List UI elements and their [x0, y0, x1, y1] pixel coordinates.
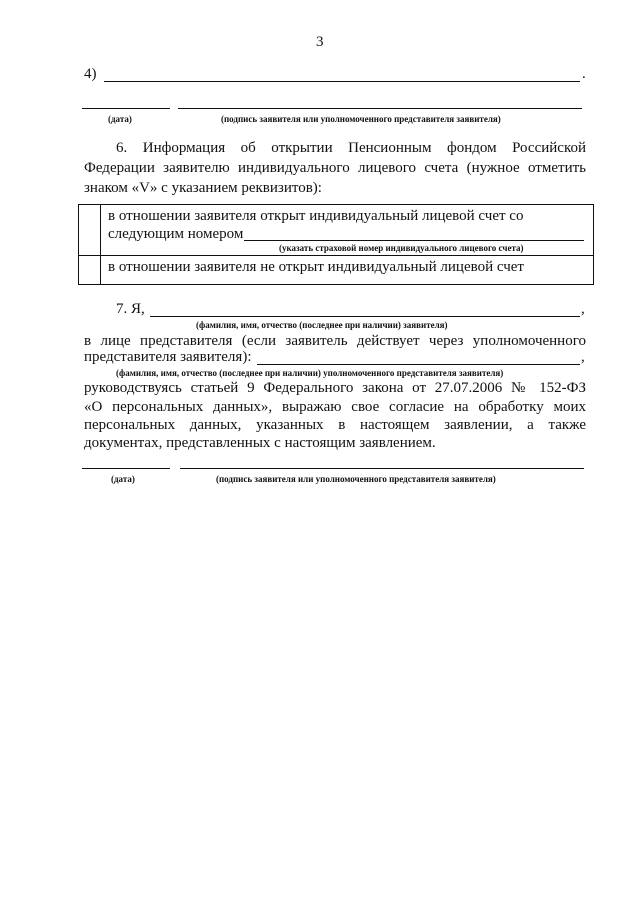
date-caption-1: (дата): [108, 114, 132, 124]
section7-body-line3: персональных данных, указанных в настоящем заявлении, а также: [84, 417, 586, 433]
section7-body-line1: руководствуясь статьей 9 Федерального закона от 27.07.2006 № 152-ФЗ: [84, 380, 586, 396]
item4-label: 4): [84, 66, 97, 82]
representative-fio-input-line[interactable]: [257, 364, 580, 365]
insurance-number-caption: (указать страховой номер индивидуального лицевого счета): [279, 243, 524, 253]
section7-body-line4: документах, представленных с настоящим заявлением.: [84, 435, 436, 451]
option-not-opened-text: в отношении заявителя не открыт индивидуальный лицевой счет: [108, 259, 524, 275]
applicant-fio-input-line[interactable]: [150, 316, 580, 317]
section7-lead: 7. Я,: [116, 301, 145, 317]
option-opened-text-2: следующим номером: [108, 226, 244, 242]
section6-line2: Федерации заявителю индивидуального лицевого счета (нужное отметить: [84, 160, 586, 176]
date-line-1[interactable]: [82, 108, 170, 109]
signature-line-2[interactable]: [180, 468, 584, 469]
signature-caption-1: (подпись заявителя или уполномоченного представителя заявителя): [221, 114, 501, 124]
section7-body-line2: «О персональных данных», выражаю свое согласие на обработку моих: [84, 399, 586, 415]
option-not-opened-checkbox[interactable]: [79, 256, 101, 284]
signature-caption-2: (подпись заявителя или уполномоченного представителя заявителя): [216, 474, 496, 484]
section7-comma2: ,: [581, 349, 585, 365]
date-caption-2: (дата): [111, 474, 135, 484]
signature-line-1[interactable]: [178, 108, 582, 109]
date-line-2[interactable]: [82, 468, 170, 469]
option-not-opened-row: [79, 256, 593, 284]
option-opened-row: [79, 205, 593, 256]
applicant-fio-caption: (фамилия, имя, отчество (последнее при наличии) заявителя): [196, 320, 448, 330]
item4-input-line[interactable]: [104, 81, 580, 82]
option-opened-text-1: в отношении заявителя открыт индивидуальный лицевой счет со: [108, 208, 524, 224]
section6-line1: 6. Информация об открытии Пенсионным фондом Российской: [116, 140, 586, 156]
section7-rep-line1: в лице представителя (если заявитель действует через уполномоченного: [84, 333, 586, 349]
section6-line3: знаком «V» с указанием реквизитов):: [84, 180, 322, 196]
account-options-table: [78, 204, 594, 285]
section7-comma: ,: [581, 301, 585, 317]
representative-fio-caption: (фамилия, имя, отчество (последнее при наличии) уполномоченного представителя заявителя): [116, 368, 504, 378]
section7-rep-line2: представителя заявителя):: [84, 349, 252, 365]
page-number: 3: [316, 34, 324, 50]
item4-period: .: [582, 66, 586, 82]
option-opened-checkbox[interactable]: [79, 205, 101, 255]
insurance-number-input-line[interactable]: [244, 240, 584, 241]
